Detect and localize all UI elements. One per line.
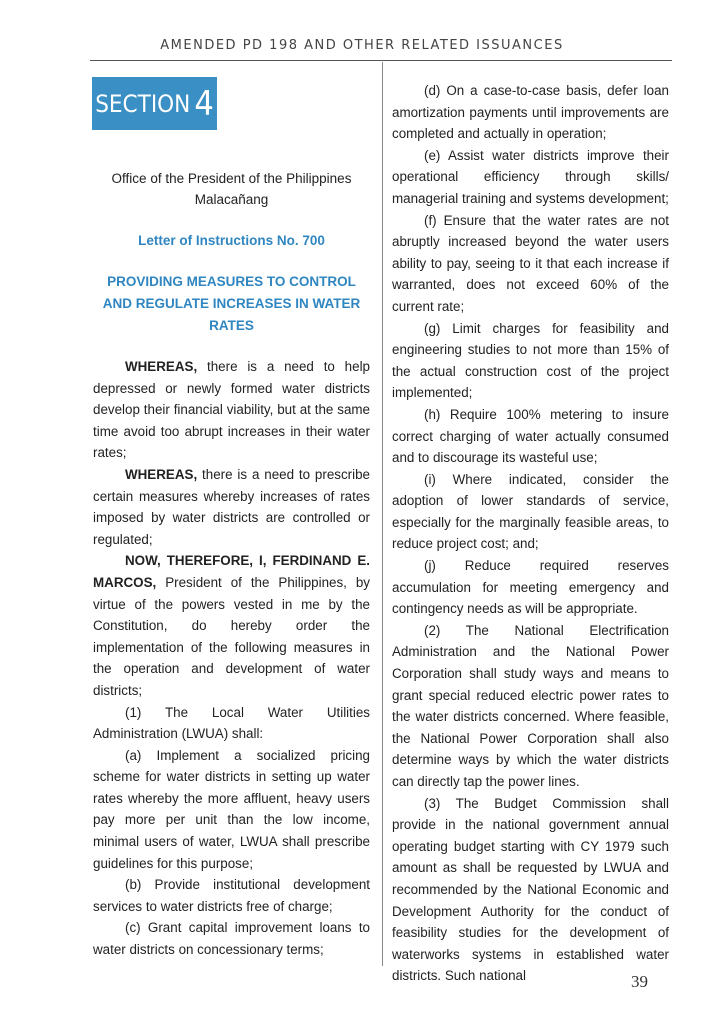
paragraph-text: there is a need to help depressed or newly formed water districts develop their financial viability, but at the same time avoid too abrupt increases in their water rates;: [93, 359, 370, 461]
paragraph: [93, 917, 370, 960]
paragraph-text: (a) Implement a socialized pricing scheme for water districts in setting up water rates whereby the more affluent, heavy users pay more per unit than the low income, minimal users of water, LWUA shall prescribe guidelines for this purpose;: [93, 747, 370, 871]
paragraph-lead: WHEREAS,: [125, 359, 198, 374]
office-line-1: Office of the President of the Philippines: [111, 171, 352, 186]
paragraph-text: (3) The Budget Commission shall provide in the national government annual operating budget starting with CY 1979 such amount as shall be requested by LWUA and recommended by the National Economic and Development Authority for the conduct of feasibility studies for the development of waterworks systems in established water districts. Such national: [392, 795, 669, 984]
paragraph-text: (1) The Local Water Utilities Administration (LWUA) shall:: [93, 704, 370, 742]
section-badge: [92, 77, 217, 130]
paragraph: [93, 464, 370, 550]
paragraph: [93, 550, 370, 701]
paragraph-text: (c) Grant capital improvement loans to water districts on concessionary terms;: [93, 920, 370, 958]
left-column: [93, 168, 370, 961]
office-heading: [93, 168, 370, 210]
office-line-2: Malacañang: [194, 192, 269, 207]
paragraph: [93, 745, 370, 875]
paragraph: [392, 318, 669, 404]
main-title: PROVIDING MEASURES TO CONTROL AND REGULATE INCREASES IN WATER RATES: [102, 274, 361, 333]
paragraph-lead: NOW, THEREFORE, I, FERDINAND E. MARCOS,: [93, 553, 370, 590]
paragraph: [392, 145, 669, 210]
paragraph-text: (b) Provide institutional development services to water districts free of charge;: [93, 877, 370, 914]
section-badge-number: 4: [194, 83, 214, 124]
left-paragraphs: [93, 356, 370, 961]
paragraph-text: (h) Require 100% metering to insure correct charging of water actually consumed and to discourage its wasteful use;: [392, 406, 669, 466]
paragraph-text: (g) Limit charges for feasibility and engineering studies to not more than 15% of the actual construction cost of the project implemented;: [392, 320, 669, 401]
paragraph-text: (e) Assist water districts improve their operational efficiency through skills/ managerial training and systems development;: [392, 147, 669, 206]
paragraph-text: (i) Where indicated, consider the adoption of lower standards of service, especially for the marginally feasible areas, to reduce project cost; and;: [392, 471, 669, 552]
paragraph: [93, 874, 370, 917]
paragraph-lead: WHEREAS,: [125, 466, 198, 482]
right-paragraphs: [392, 80, 669, 987]
loi-title: Letter of Instructions No. 700: [138, 233, 325, 248]
paragraph-text: President of the Philippines, by virtue of the powers vested in me by the Constitution, do hereby order the implementation of the following measures in the operation and development of water districts;: [93, 574, 370, 698]
paragraph-text: there is a need to prescribe certain measures whereby increases of rates imposed by water districts are controlled or regulated;: [93, 466, 370, 547]
paragraph: [392, 80, 669, 145]
paragraph: [392, 469, 669, 555]
paragraph: [93, 356, 370, 464]
paragraph-text: (j) Reduce required reserves accumulation for meeting emergency and contingency needs as will be appropriate.: [392, 558, 669, 617]
paragraph: [392, 555, 669, 620]
column-divider: [382, 62, 383, 966]
paragraph: [392, 404, 669, 469]
paragraph-text: (d) On a case-to-case basis, defer loan amortization payments until improvements are completed and actually in operation;: [392, 83, 669, 142]
running-header: AMENDED PD 198 AND OTHER RELATED ISSUANCES: [160, 38, 564, 53]
paragraph: [392, 210, 669, 318]
paragraph-text: (f) Ensure that the water rates are not abruptly increased beyond the water users ability to pay, seeing to it that each increase if warranted, does not exceed 60% of the current rate;: [392, 212, 669, 314]
paragraph-text: (2) The National Electrification Administration and the National Power Corporation shall study ways and means to grant special reduced electric power rates to the water districts concerned. Where feasible, the National Power Corporation shall also determine ways by which the water districts can directly tap the power lines.: [392, 622, 669, 789]
paragraph: [392, 620, 669, 793]
section-badge-word: SECTION: [95, 89, 191, 118]
right-column: [392, 80, 669, 987]
paragraph: [93, 702, 370, 745]
paragraph: [392, 793, 669, 987]
page-number: 39: [631, 972, 648, 991]
header-rule: [90, 60, 672, 61]
